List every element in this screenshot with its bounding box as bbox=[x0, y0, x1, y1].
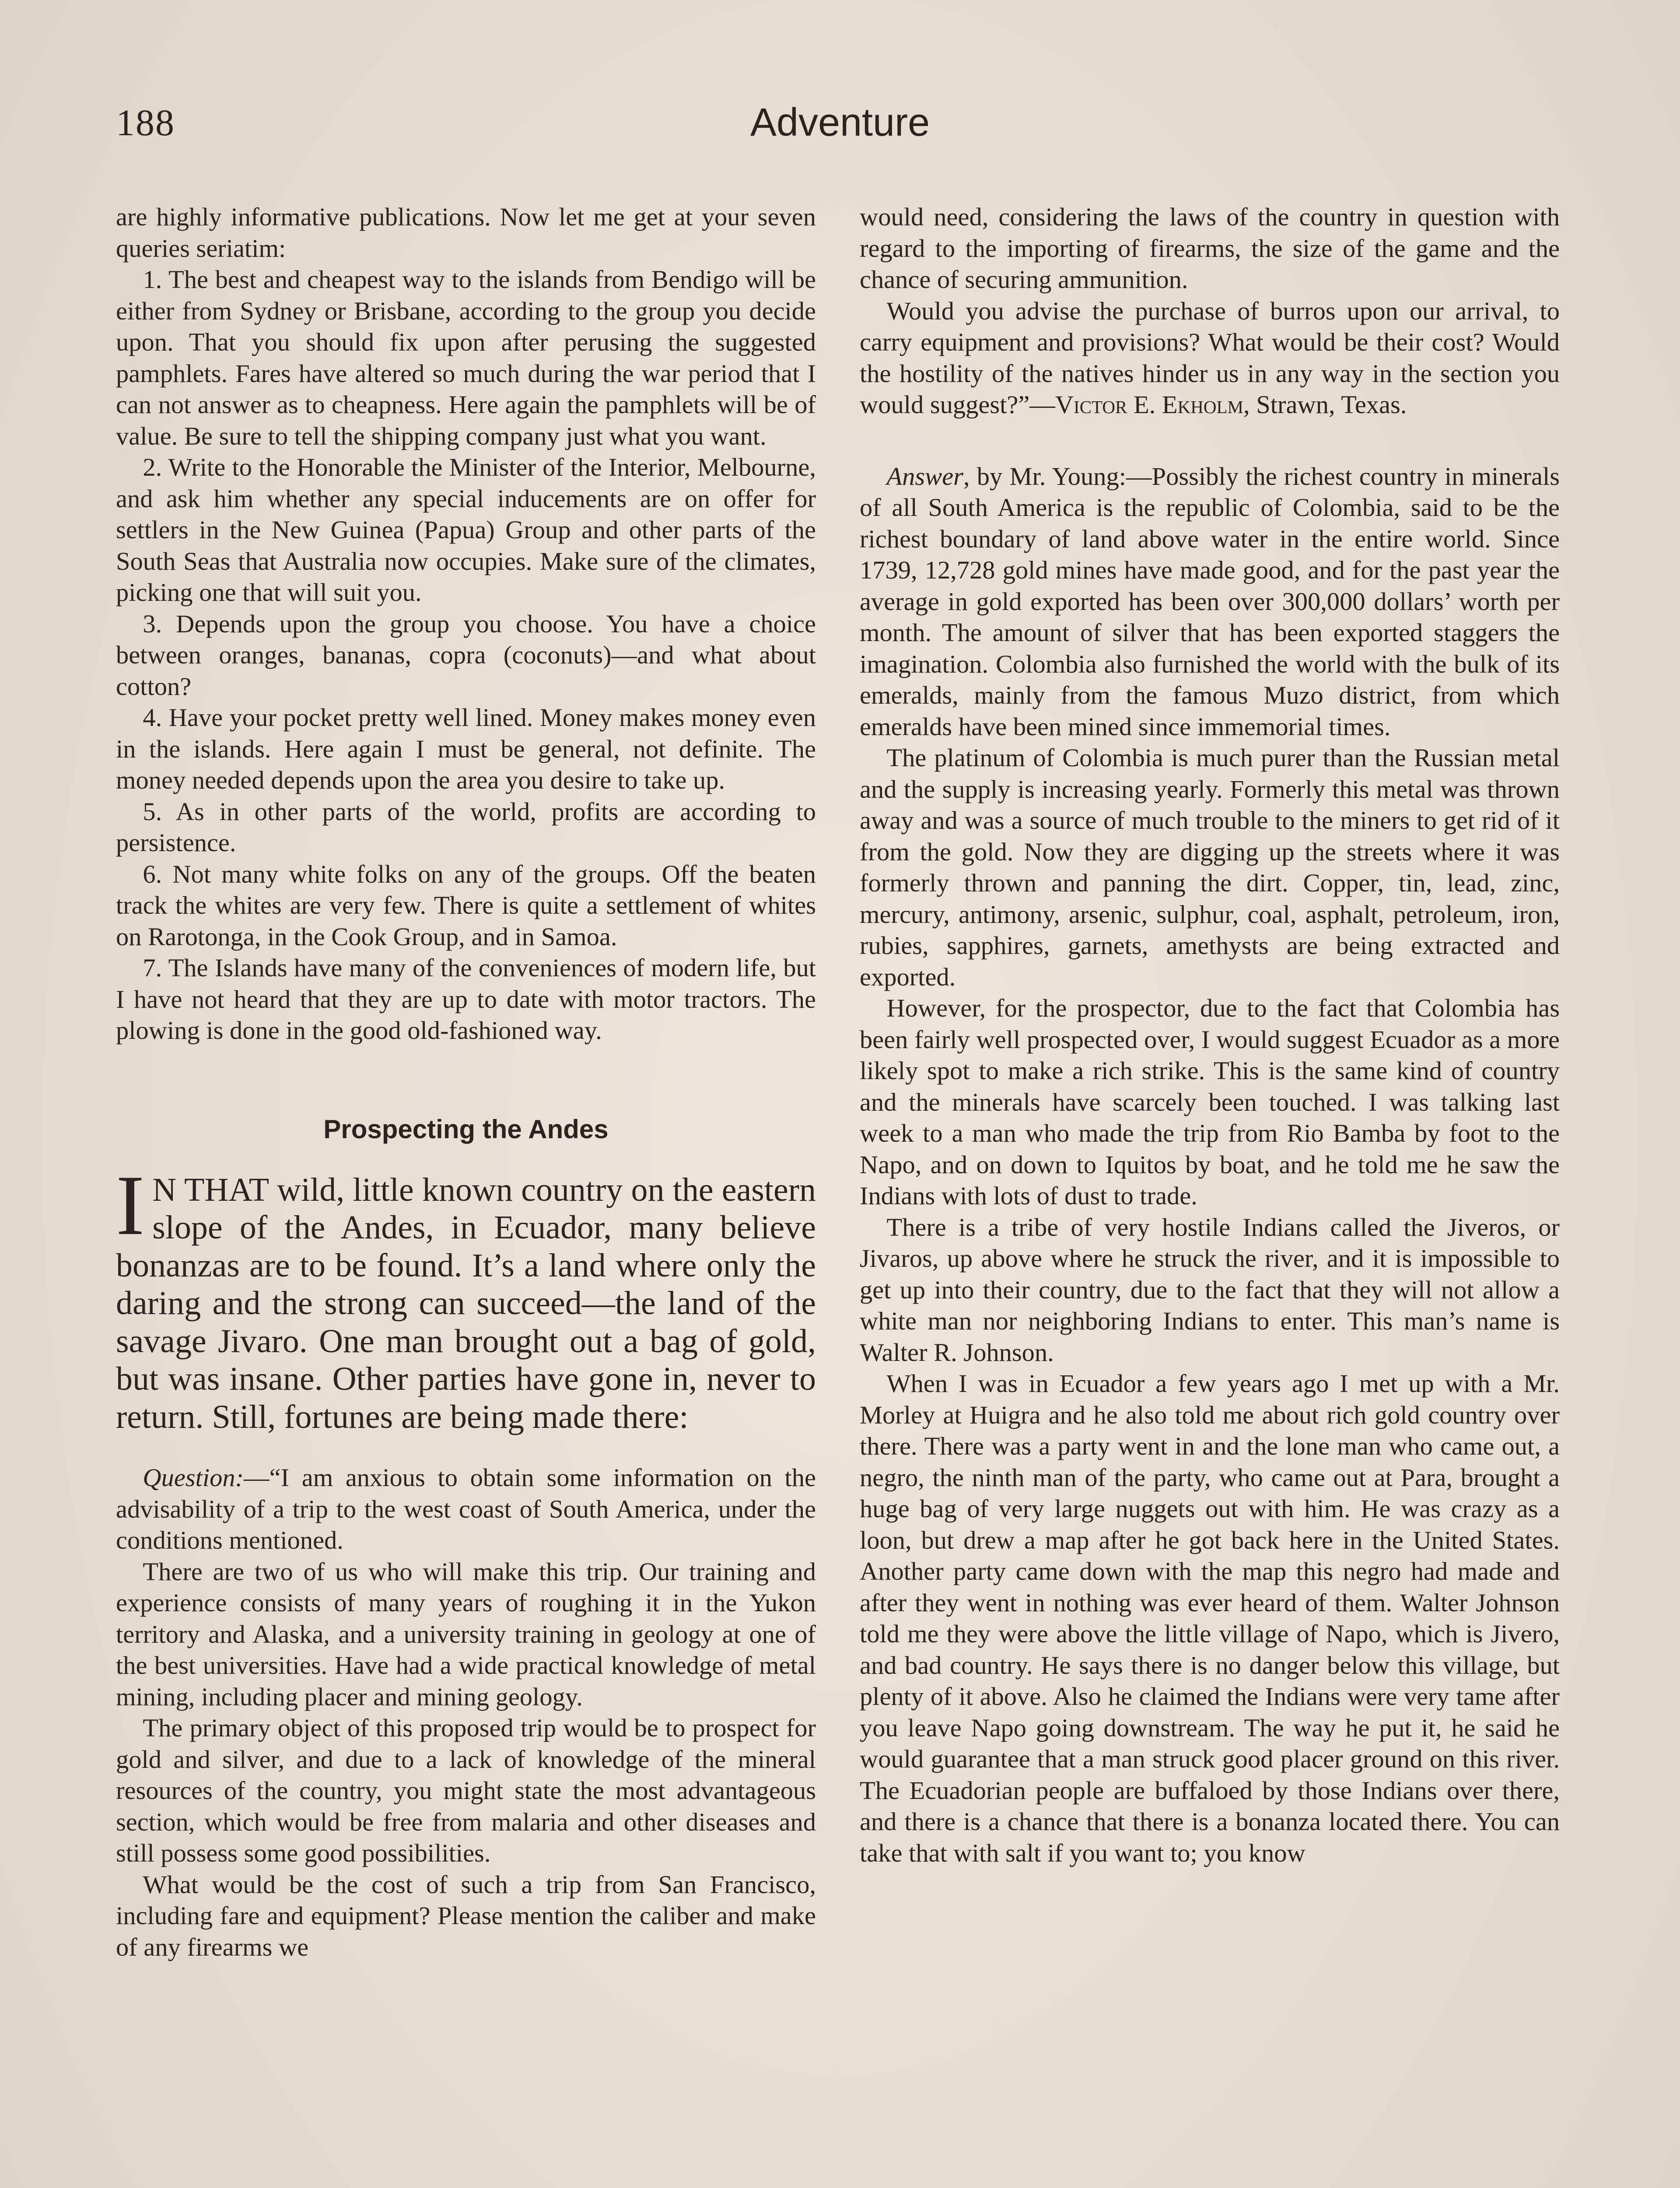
paragraph: 1. The best and cheapest way to the islands from Bendigo will be either from Sydney or Brisbane, according to the group you decide upon. That you should fix upon after perusing the suggested pamphlets. Fares have altered so much during the war period that I can not answer as to cheapness. Here again the pamphlets will be of value. Be sure to tell the shipping company just what you want. bbox=[116, 265, 816, 450]
page-number: 188 bbox=[116, 102, 175, 144]
paragraph: are highly informative publications. Now let me get at your seven queries seriatim: bbox=[116, 203, 816, 263]
paragraph: The primary object of this proposed trip would be to prospect for gold and silver, and due to a lack of knowledge of the mineral resources of the country, you might state the most advantageous section, which would be free from malaria and other diseases and still possess some good possibilities. bbox=[116, 1714, 816, 1867]
drop-cap: I bbox=[116, 1157, 145, 1253]
answer-paragraph bbox=[860, 461, 1560, 743]
question-paragraph bbox=[116, 1462, 816, 1556]
paragraph: The platinum of Colombia is much purer than the Russian metal and the supply is increasing yearly. Formerly this metal was thrown away and was a source of much trouble to the miners to get rid of it from the gold. Now they are digging up the streets where it was formerly thrown and panning the dirt. Copper, tin, lead, zinc, mercury, antimony, arsenic, sulphur, coal, asphalt, petroleum, iron, rubies, sapphires, garnets, amethysts are being extracted and exported. bbox=[860, 743, 1560, 991]
signature: Victor E. Ekholm bbox=[1055, 390, 1243, 419]
question-label: Question: bbox=[143, 1463, 244, 1492]
question-closing-paragraph bbox=[860, 295, 1560, 421]
paragraph: However, for the prospector, due to the fact that Colombia has been fairly well prospected over, I would suggest Ecuador as a more likely spot to make a rich strike. This is the same kind of country and the minerals have scarcely been touched. I was talking last week to a man who made the trip from Rio Bamba by foot to the Napo, and on down to Iquitos by boat, and he told me he saw the Indians with lots of dust to trade. bbox=[860, 994, 1560, 1210]
paragraph: 2. Write to the Honorable the Minister of the Interior, Melbourne, and ask him whether any special inducements are on offer for settlers in the New Guinea (Papua) Group and other parts of the South Seas that Australia now occupies. Make sure of the climates, picking one that will suit you. bbox=[116, 453, 816, 607]
answer-intro: , by Mr. Young:—Possibly the richest country in minerals of all South America is the republic of Colombia, said to be the richest boundary of land above water in the entire world. Since 1739, 12,728 gold mines have made good, and for the past year the average in gold exported has been over 300,000 dollars’ worth per month. The amount of silver that has been exported staggers the imagination. Colombia also furnished the world with the bulk of its emeralds, mainly from the famous Muzo district, from which emeralds have been mined since immemorial times. bbox=[860, 462, 1560, 741]
paragraph: 7. The Islands have many of the conveniences of modern life, but I have not heard that they are up to date with motor tractors. The plowing is done in the good old-fashioned way. bbox=[116, 954, 816, 1045]
paragraph: There is a tribe of very hostile Indians called the Jiveros, or Jivaros, up above where he struck the river, and it is impossible to get up into their country, due to the fact that they will not allow a white man nor neighboring Indians to enter. This man’s name is Walter R. Johnson. bbox=[860, 1213, 1560, 1367]
paragraph: 4. Have your pocket pretty well lined. Money makes money even in the islands. Here again I must be general, not definite. The money needed depends upon the area you desire to take up. bbox=[116, 703, 816, 794]
question-text: —“I am anxious to obtain some information on the advisability of a trip to the west coast of South America, under the conditions mentioned. bbox=[116, 1463, 816, 1554]
intro-text: N THAT wild, little known country on the eastern slope of the Andes, in Ecuador, many believe bonanzas are to be found. It’s a land where only the daring and the strong can succeed—the land of the savage Jivaro. One man brought out a bag of gold, but was insane. Other parties have gone in, never to return. Still, fortunes are being made there: bbox=[116, 1171, 816, 1435]
page-header bbox=[116, 94, 1564, 151]
paragraph: When I was in Ecuador a few years ago I met up with a Mr. Morley at Huigra and he also told me about rich gold country over there. There was a party went in and the lone man who came out, a negro, the ninth man of the party, who came out at Para, brought a huge bag of very large nuggets out with him. He was crazy as a loon, but drew a map after he got back here in the United States. Another party came down with the map this negro had made and after they went in nothing was ever heard of them. Walter Johnson told me they were above the little village of Napo, which is Jivero, and bad country. He says there is no danger below this village, but plenty of it above. Also he claimed the Indians were very tame after you leave Napo going downstream. The way he put it, he said he would guarantee that a man struck good placer ground on this river. The Ecuadorian people are buffaloed by those Indians over there, and there is a chance that there is a bonanza located there. You can take that with salt if you want to; you know bbox=[860, 1369, 1560, 1867]
paragraph: 5. As in other parts of the world, profits are according to persistence. bbox=[116, 797, 816, 857]
paragraph: 6. Not many white folks on any of the groups. Off the beaten track the whites are very few. There is quite a settlement of whites on Rarotonga, in the Cook Group, and in Samoa. bbox=[116, 859, 816, 951]
paragraph: There are two of us who will make this trip. Our training and experience consists of many years of roughing it in the Yukon territory and Alaska, and a university training in geology at one of the best universities. Have had a wide practical knowledge of metal mining, including placer and mining geology. bbox=[116, 1557, 816, 1711]
intro-paragraph bbox=[116, 1157, 816, 1436]
paragraph: would need, considering the laws of the country in question with regard to the importing of firearms, the size of the game and the chance of securing ammunition. bbox=[860, 203, 1560, 294]
paragraph: 3. Depends upon the group you choose. You have a choice between oranges, bananas, copra (coconuts)—and what about cotton? bbox=[116, 609, 816, 701]
paragraph: What would be the cost of such a trip from San Francisco, including fare and equipment? Please mention the caliber and make of any firearms we bbox=[116, 1870, 816, 1961]
answer-label: Answer bbox=[886, 462, 963, 491]
question-closing-text: Would you advise the purchase of burros upon our arrival, to carry equipment and provisions? What would be their cost? Would the hostility of the natives hinder us in any way in the section you would suggest?”— bbox=[860, 296, 1560, 419]
page-title: Adventure bbox=[750, 101, 930, 144]
right-column bbox=[860, 201, 1560, 1869]
signature-location: , Strawn, Texas. bbox=[1243, 390, 1407, 419]
section-heading: Prospecting the Andes bbox=[323, 1114, 609, 1144]
left-column bbox=[116, 201, 816, 1963]
